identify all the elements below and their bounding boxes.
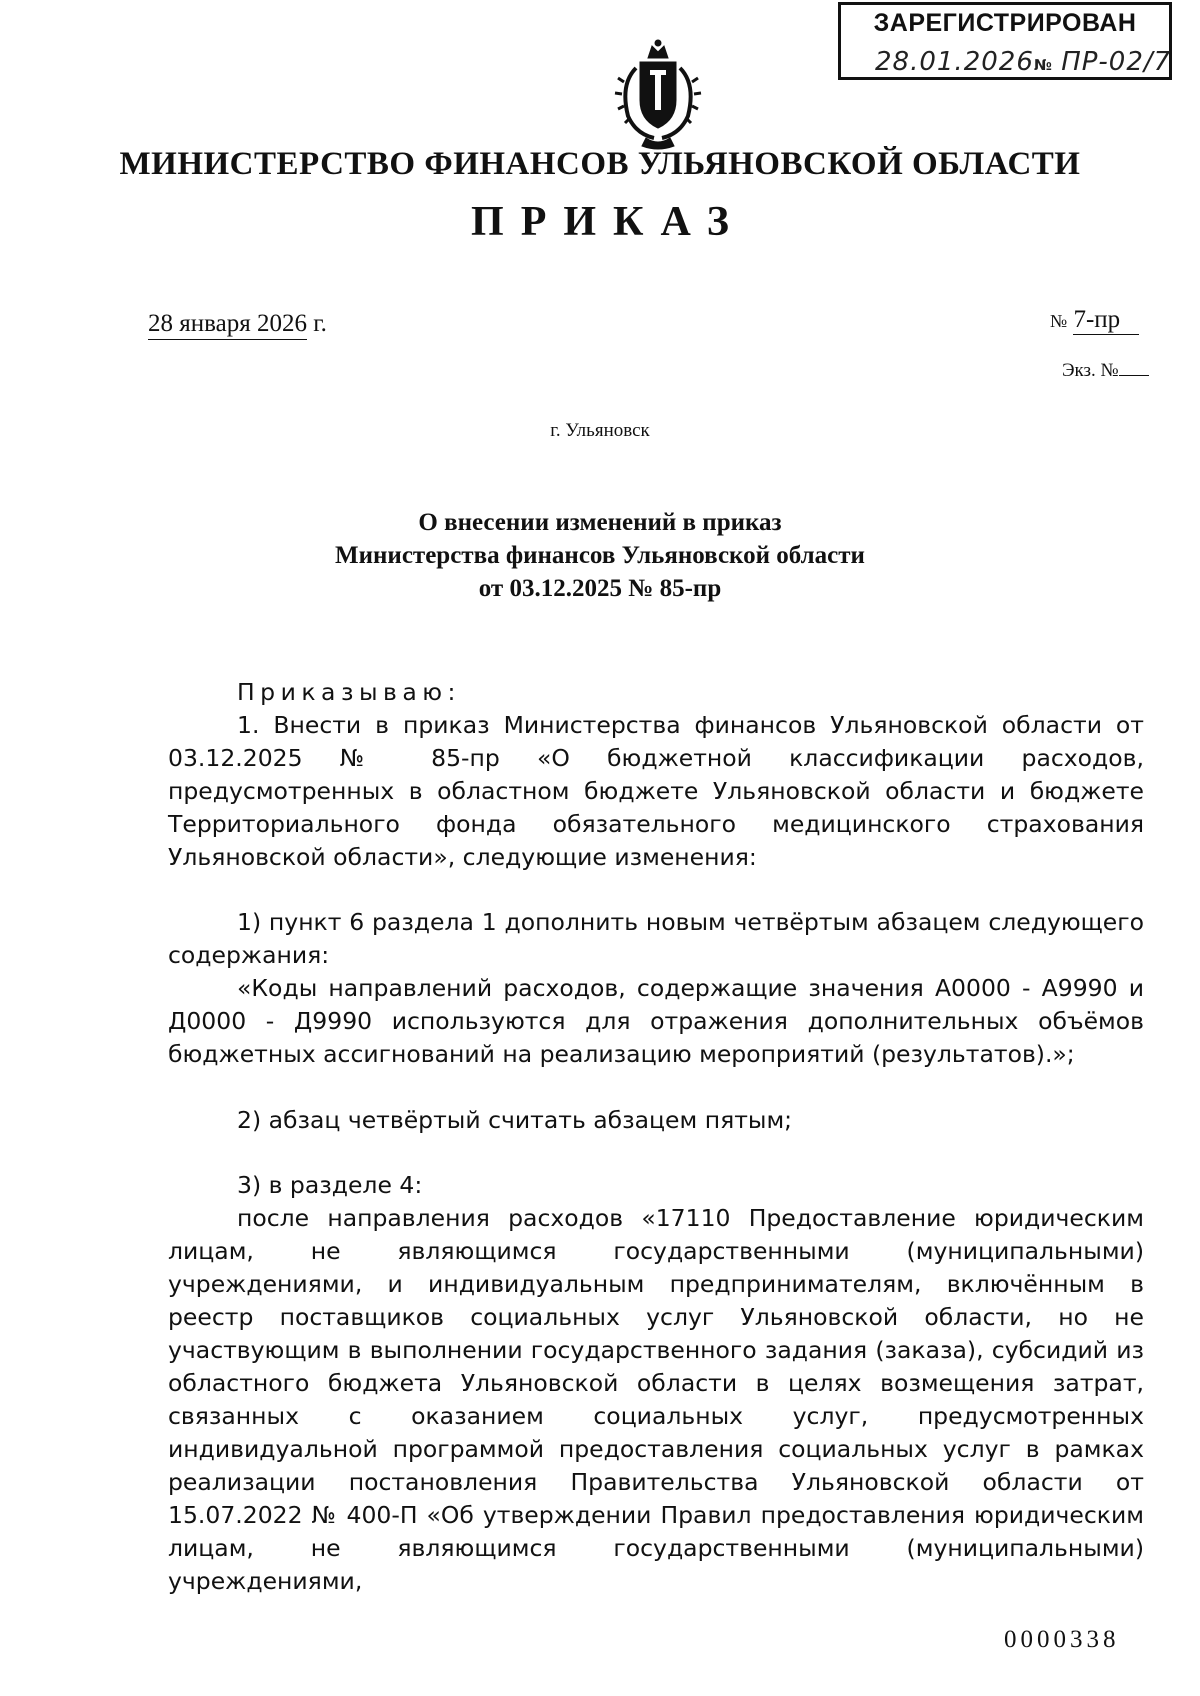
order-subject — [0, 506, 1200, 605]
order-date — [148, 310, 327, 340]
orders-heading: Приказываю: — [237, 678, 461, 706]
stamp-title: ЗАРЕГИСТРИРОВАН — [873, 9, 1137, 37]
paragraph-3 — [168, 1202, 1144, 1598]
quote-1-text: «Коды направлений расходов, содержащие значения А0000 - А9990 и Д0000 - Д9990 используются для отражения дополнительных объёмов бюджетных ассигнований на реализацию мероприятий (результатов).»; — [168, 974, 1144, 1068]
copy-number-label: Экз. № — [1062, 360, 1119, 381]
quote-1 — [168, 972, 1144, 1071]
order-number-value: 7-пр — [1073, 306, 1139, 335]
order-date-value: 28 января 2026 — [148, 310, 307, 340]
order-date-suffix: г. — [313, 310, 327, 337]
order-number — [1050, 306, 1139, 335]
subitem-2 — [168, 1104, 1144, 1137]
item-1 — [168, 709, 1144, 874]
copy-number — [1062, 360, 1149, 382]
orders-word — [168, 676, 1144, 709]
subitem-1-text: 1) пункт 6 раздела 1 дополнить новым четвёртым абзацем следующего содержания: — [168, 908, 1144, 969]
copy-number-blank — [1119, 375, 1149, 376]
stamp-registration-date: 28.01.2026 — [875, 47, 1034, 77]
order-number-label: № — [1050, 311, 1068, 331]
document-type: ПРИКАЗ — [471, 199, 746, 245]
subitem-3 — [168, 1169, 1144, 1202]
ministry-name: МИНИСТЕРСТВО ФИНАНСОВ УЛЬЯНОВСКОЙ ОБЛАСТИ — [119, 146, 1081, 182]
coat-of-arms-icon — [610, 38, 706, 150]
subitem-3-text: 3) в разделе 4: — [237, 1171, 423, 1199]
item-1-text: 1. Внести в приказ Министерства финансов Ульяновской области от 03.12.2025 № 85-пр «О бюджетной классификации расходов, предусмотренных в областном бюджете Ульяновской области и бюджете Территориального фонда обязательного медицинского страхования Ульяновской области», следующие изменения: — [168, 711, 1144, 871]
subitem-2-text: 2) абзац четвёртый считать абзацем пятым; — [237, 1106, 793, 1134]
page-number: 0000338 — [1004, 1626, 1120, 1653]
subject-line: от 03.12.2025 № 85-пр — [478, 575, 722, 602]
paragraph-3-text: после направления расходов «17110 Предоставление юридическим лицам, не являющимся государственными (муниципальными) учреждениями, и индивидуальным предпринимателям, включённым в реестр поставщиков социальных услуг Ульяновской области, но не участвующим в выполнении государственного задания (заказа), субсидий из областного бюджета Ульяновской области в целях возмещения затрат, связанных с оказанием социальных услуг, предусмотренных индивидуальной программой предоставления социальных услуг в рамках реализации постановления Правительства Ульяновской области от 15.07.2022 № 400-П «Об утверждении Правил предоставления юридическим лицам, не являющимся государственными (муниципальными) учреждениями, — [168, 1204, 1144, 1595]
stamp-registration-number: ПР-02/7 — [1061, 47, 1172, 77]
subject-line: Министерства финансов Ульяновской области — [335, 542, 865, 569]
registration-stamp — [838, 2, 1172, 80]
city: г. Ульяновск — [550, 420, 650, 441]
subitem-1 — [168, 906, 1144, 972]
subject-line: О внесении изменений в приказ — [418, 509, 782, 536]
stamp-registration-line — [875, 47, 1172, 79]
stamp-number-label: № — [1033, 56, 1052, 74]
